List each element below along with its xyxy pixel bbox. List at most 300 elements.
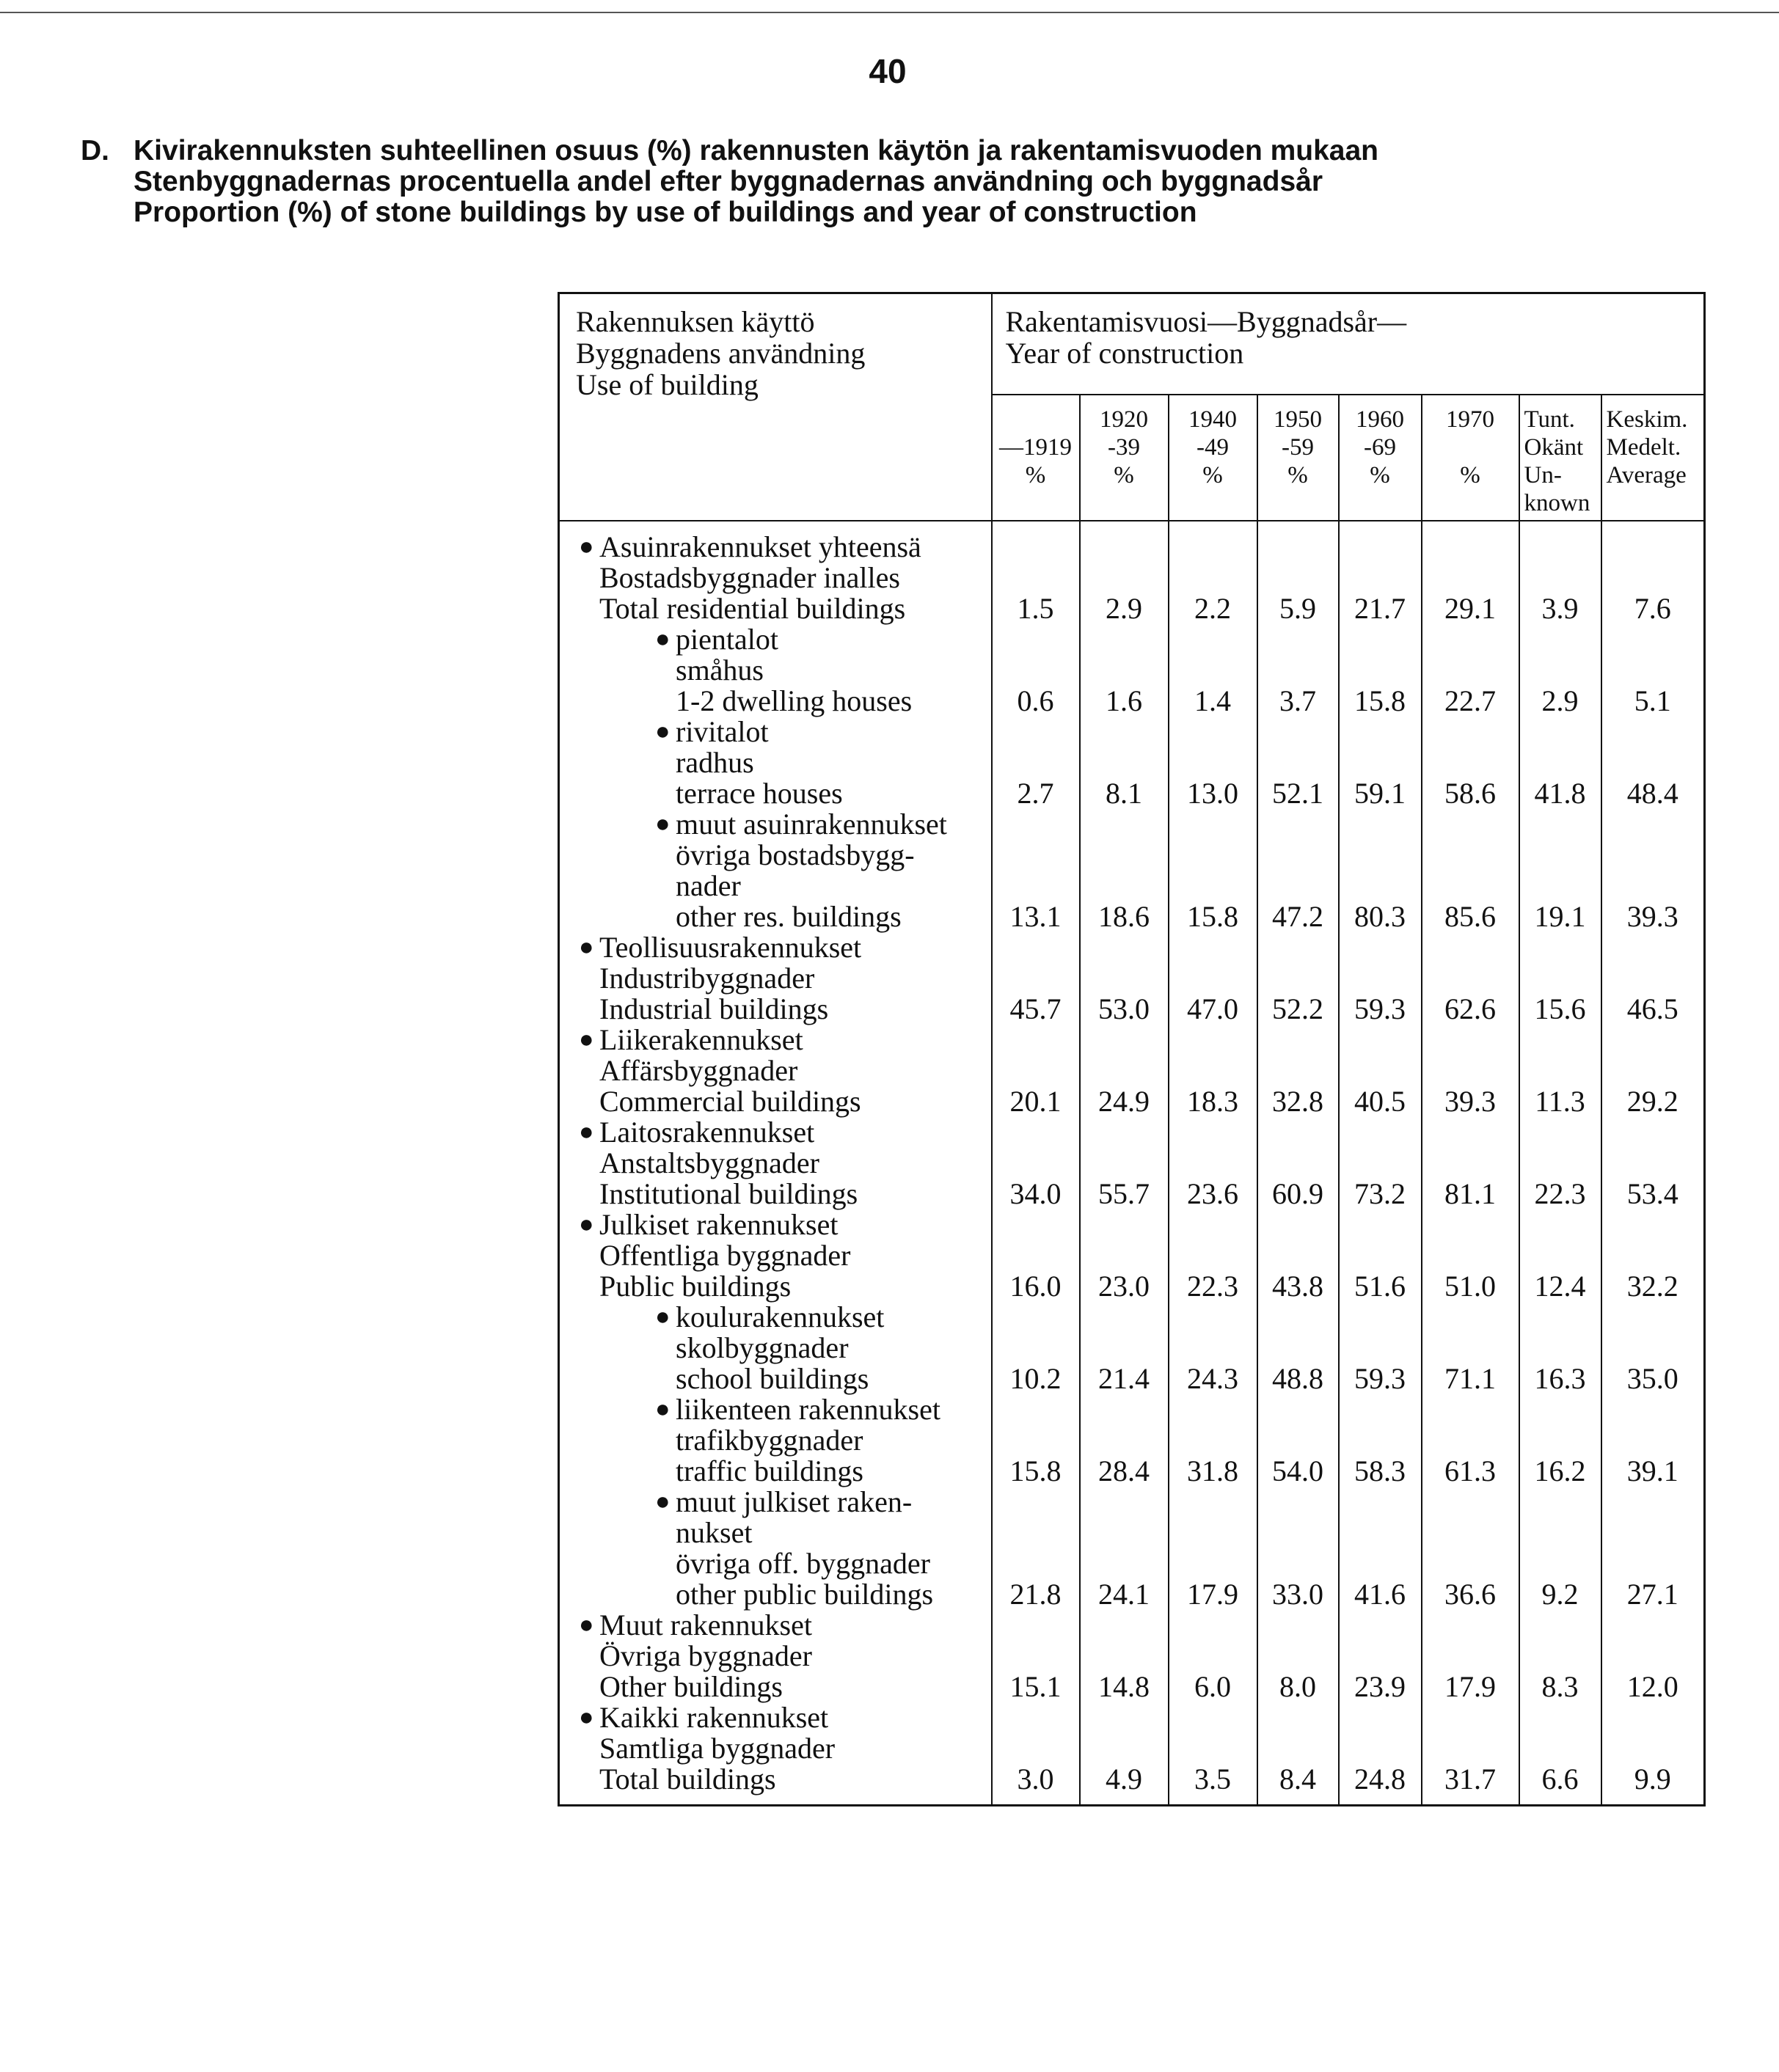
spacer — [1258, 1702, 1338, 1733]
spacer — [1422, 1148, 1519, 1179]
column-header-line: % — [1287, 462, 1308, 488]
spacer — [1422, 840, 1519, 871]
spacer — [1340, 963, 1421, 994]
column-header-line: known — [1524, 490, 1590, 516]
table-cell-value: 24.3 — [1187, 1362, 1238, 1395]
spacer — [1258, 1394, 1338, 1425]
column-header-line: % — [1025, 462, 1046, 488]
table-cell-value: 59.1 — [1354, 777, 1406, 810]
row-label-line: other res. buildings — [676, 900, 902, 933]
spacer — [1422, 717, 1519, 747]
table-cell-value: 22.3 — [1187, 1270, 1238, 1303]
row-label — [560, 1702, 991, 1795]
spacer — [1602, 1302, 1704, 1333]
spacer — [1422, 1518, 1519, 1548]
row-label-line: Total residential buildings — [599, 592, 906, 625]
table-cell-value: 8.1 — [1106, 777, 1142, 810]
spacer — [1422, 747, 1519, 778]
spacer — [1340, 1610, 1421, 1641]
spacer — [993, 871, 1079, 901]
spacer — [1520, 809, 1601, 840]
spacer — [1602, 1148, 1704, 1179]
table-cell-value: 52.1 — [1272, 777, 1323, 810]
spacer — [1169, 1333, 1257, 1363]
spacer — [1340, 1025, 1421, 1055]
spacer — [1422, 1117, 1519, 1148]
spacer — [1602, 1209, 1704, 1240]
table-cell-value: 15.8 — [1187, 900, 1238, 933]
row-label — [560, 932, 991, 1025]
column-header-line: % — [1114, 462, 1134, 488]
spacer — [1602, 655, 1704, 686]
spacer — [1340, 1117, 1421, 1148]
spacer — [1258, 1240, 1338, 1271]
title-english: Proportion (%) of stone buildings by use of buildings and year of construction — [134, 197, 1197, 228]
row-label-line: Commercial buildings — [599, 1085, 861, 1118]
spacer — [1081, 1209, 1168, 1240]
table-cell-value: 15.1 — [1009, 1670, 1062, 1703]
column-header-line: 1950 — [1274, 406, 1322, 433]
stub-header-line: Byggnadens användning — [576, 337, 866, 370]
spacer — [1422, 624, 1519, 655]
row-label-line: Institutional buildings — [599, 1177, 858, 1210]
row-label-line: Affärsbyggnader — [599, 1054, 798, 1087]
year-group-header-line: Rakentamisvuosi—Byggnadsår— — [1005, 305, 1407, 338]
spacer — [1340, 1394, 1421, 1425]
column-header-line: -49 — [1197, 434, 1229, 461]
table-cell-value: 28.4 — [1098, 1454, 1150, 1487]
spacer — [1081, 1394, 1168, 1425]
column-header — [992, 395, 1080, 521]
row-label-line: Samtliga byggnader — [599, 1732, 836, 1765]
spacer — [1602, 1702, 1704, 1733]
row-label-line: Offentliga byggnader — [599, 1239, 851, 1272]
spacer — [993, 1702, 1079, 1733]
table-cell-value: 32.8 — [1272, 1085, 1323, 1118]
table-cell-value: 58.3 — [1354, 1454, 1406, 1487]
spacer — [1520, 1641, 1601, 1672]
table-cell-value: 23.9 — [1354, 1670, 1406, 1703]
column-header — [1080, 395, 1169, 521]
spacer — [1258, 1209, 1338, 1240]
table-cell-value: 10.2 — [1009, 1362, 1062, 1395]
spacer — [1258, 1055, 1338, 1086]
spacer — [1081, 717, 1168, 747]
bullet-icon: ● — [655, 1488, 671, 1515]
spacer — [993, 1733, 1079, 1764]
stub-header-line: Rakennuksen käyttö — [576, 305, 815, 338]
stub-header — [559, 293, 992, 521]
table-cell-value: 71.1 — [1444, 1362, 1496, 1395]
table-cell-value: 60.9 — [1272, 1177, 1323, 1210]
spacer — [1602, 1025, 1704, 1055]
spacer — [1422, 1209, 1519, 1240]
spacer — [993, 1025, 1079, 1055]
bullet-icon: ● — [579, 1611, 594, 1639]
spacer — [1258, 871, 1338, 901]
table-cell-value: 45.7 — [1009, 992, 1062, 1025]
spacer — [1602, 1548, 1704, 1579]
spacer — [1081, 871, 1168, 901]
spacer — [1340, 1733, 1421, 1764]
spacer — [1169, 963, 1257, 994]
spacer — [1340, 1055, 1421, 1086]
table-cell-value: 40.5 — [1354, 1085, 1406, 1118]
row-label-line: Laitosrakennukset ● — [579, 1116, 815, 1149]
table-cell-value: 1.4 — [1194, 684, 1231, 717]
table-cell-value: 9.9 — [1634, 1762, 1671, 1795]
spacer — [1422, 563, 1519, 593]
table-cell-value: 21.4 — [1098, 1362, 1150, 1395]
column-header-line: Okänt — [1524, 434, 1584, 461]
spacer — [1602, 717, 1704, 747]
spacer — [993, 963, 1079, 994]
spacer — [1520, 932, 1601, 963]
spacer — [1081, 1425, 1168, 1456]
row-label — [560, 1209, 991, 1302]
table-cell-value: 51.0 — [1444, 1270, 1496, 1303]
row-label-line: radhus — [676, 746, 754, 779]
table-cell-value: 16.2 — [1534, 1454, 1586, 1487]
row-label-line: Industribyggnader — [599, 962, 815, 995]
table-cell-value: 35.0 — [1626, 1362, 1678, 1395]
table-cell-value: 16.0 — [1009, 1270, 1062, 1303]
table-cell-value: 62.6 — [1444, 992, 1496, 1025]
table-cell-value: 15.8 — [1009, 1454, 1062, 1487]
table-cell-value: 13.1 — [1009, 900, 1062, 933]
title-swedish: Stenbyggnadernas procentuella andel efter byggnadernas användning och byggnadsår — [134, 166, 1323, 197]
spacer — [1520, 624, 1601, 655]
spacer — [1169, 871, 1257, 901]
spacer — [1602, 624, 1704, 655]
bullet-icon: ● — [579, 1119, 594, 1146]
spacer — [1602, 1425, 1704, 1456]
table-cell-value: 59.3 — [1354, 1362, 1406, 1395]
spacer — [1081, 624, 1168, 655]
spacer — [1422, 1425, 1519, 1456]
table-cell-value: 39.1 — [1626, 1454, 1678, 1487]
spacer — [1520, 1055, 1601, 1086]
table-cell-value: 9.2 — [1541, 1578, 1579, 1611]
year-group-header — [992, 293, 1705, 395]
spacer — [1081, 932, 1168, 963]
spacer — [1340, 1333, 1421, 1363]
spacer — [1602, 1055, 1704, 1086]
spacer — [993, 717, 1079, 747]
row-label-line: övriga off. byggnader — [676, 1547, 930, 1580]
spacer — [1081, 1733, 1168, 1764]
table-cell-value: 13.0 — [1187, 777, 1238, 810]
spacer — [1422, 532, 1519, 563]
spacer — [1081, 840, 1168, 871]
spacer — [1169, 1610, 1257, 1641]
column-header-line: % — [1202, 462, 1223, 488]
table-cell-value: 43.8 — [1272, 1270, 1323, 1303]
table-cell-value: 7.6 — [1634, 592, 1671, 625]
table-letter: D. — [81, 135, 109, 166]
table-cell-value: 12.0 — [1626, 1670, 1678, 1703]
row-label-line: nader — [676, 869, 741, 902]
value-column — [1080, 521, 1169, 1806]
spacer — [1081, 1487, 1168, 1518]
column-header-line: 1960 — [1356, 406, 1404, 433]
spacer — [1169, 563, 1257, 593]
spacer — [1340, 1702, 1421, 1733]
table-cell-value: 46.5 — [1626, 992, 1678, 1025]
spacer — [1520, 1487, 1601, 1518]
spacer — [1520, 963, 1601, 994]
spacer — [1258, 655, 1338, 686]
spacer — [1340, 747, 1421, 778]
spacer — [1602, 1641, 1704, 1672]
spacer — [1602, 1240, 1704, 1271]
spacer — [993, 563, 1079, 593]
table-cell-value: 8.0 — [1279, 1670, 1316, 1703]
spacer — [993, 1333, 1079, 1363]
spacer — [1258, 1148, 1338, 1179]
table-cell-value: 2.7 — [1017, 777, 1054, 810]
spacer — [1422, 1610, 1519, 1641]
spacer — [1520, 871, 1601, 901]
row-label-line: Other buildings — [599, 1670, 783, 1703]
value-column — [1169, 521, 1257, 1806]
spacer — [1169, 717, 1257, 747]
spacer — [1169, 840, 1257, 871]
table-cell-value: 6.0 — [1194, 1670, 1231, 1703]
spacer — [993, 1425, 1079, 1456]
spacer — [1422, 1055, 1519, 1086]
spacer — [1422, 932, 1519, 963]
table-cell-value: 12.4 — [1534, 1270, 1586, 1303]
spacer — [1422, 1487, 1519, 1518]
table-cell-value: 5.1 — [1634, 684, 1671, 717]
spacer — [1520, 840, 1601, 871]
spacer — [993, 1518, 1079, 1548]
column-header — [1169, 395, 1257, 521]
spacer — [1520, 563, 1601, 593]
table-cell-value: 24.1 — [1098, 1578, 1150, 1611]
spacer — [1340, 717, 1421, 747]
table-cell-value: 6.6 — [1541, 1762, 1579, 1795]
table-cell-value: 29.1 — [1444, 592, 1496, 625]
table-cell-value: 24.8 — [1354, 1762, 1406, 1795]
table-cell-value: 27.1 — [1626, 1578, 1678, 1611]
row-labels-column — [559, 521, 992, 1806]
spacer — [993, 1394, 1079, 1425]
spacer — [1520, 1209, 1601, 1240]
spacer — [1602, 1487, 1704, 1518]
spacer — [1169, 1425, 1257, 1456]
table-cell-value: 61.3 — [1444, 1454, 1496, 1487]
spacer — [1520, 1240, 1601, 1271]
spacer — [1602, 1117, 1704, 1148]
title-finnish-text: Kivirakennuksten suhteellinen osuus (%) rakennusten käytön ja rakentamisvuoden mukaan — [134, 135, 1378, 166]
column-header-line: -69 — [1364, 434, 1396, 461]
table-titles — [81, 136, 1378, 228]
bullet-icon: ● — [579, 1211, 594, 1238]
table-cell-value: 22.7 — [1444, 684, 1496, 717]
table-cell-value: 18.6 — [1098, 900, 1150, 933]
row-label — [560, 809, 991, 932]
spacer — [993, 1055, 1079, 1086]
spacer — [1602, 1518, 1704, 1548]
spacer — [1169, 1148, 1257, 1179]
table-cell-value: 80.3 — [1354, 900, 1406, 933]
spacer — [993, 747, 1079, 778]
spacer — [1258, 1425, 1338, 1456]
column-header-line: 1920 — [1100, 406, 1148, 433]
row-label — [560, 1394, 991, 1487]
table-cell-value: 53.0 — [1098, 992, 1150, 1025]
spacer — [1169, 1302, 1257, 1333]
spacer — [1169, 1055, 1257, 1086]
value-column — [1519, 521, 1601, 1806]
spacer — [1258, 840, 1338, 871]
table-cell-value: 85.6 — [1444, 900, 1496, 933]
row-label-line: Asuinrakennukset yhteensä ● — [579, 530, 921, 563]
row-label — [560, 532, 991, 624]
row-label-line: småhus — [676, 654, 764, 687]
spacer — [1258, 809, 1338, 840]
spacer — [1520, 1333, 1601, 1363]
spacer — [993, 1148, 1079, 1179]
spacer — [1422, 871, 1519, 901]
column-header-line — [993, 406, 1079, 433]
stone-buildings-table — [558, 292, 1706, 1806]
row-label-line: liikenteen rakennukset ● — [655, 1393, 940, 1426]
spacer — [1258, 747, 1338, 778]
table-cell-value: 2.9 — [1106, 592, 1142, 625]
spacer — [1340, 840, 1421, 871]
table-cell-value: 17.9 — [1187, 1578, 1238, 1611]
table-cell-value: 29.2 — [1626, 1085, 1678, 1118]
table-cell-value: 2.9 — [1541, 684, 1579, 717]
table-cell-value: 3.0 — [1017, 1762, 1054, 1795]
spacer — [1602, 1733, 1704, 1764]
spacer — [1169, 932, 1257, 963]
spacer — [1081, 532, 1168, 563]
bullet-icon: ● — [579, 1026, 594, 1053]
spacer — [1340, 1148, 1421, 1179]
column-header-line: Un- — [1524, 462, 1562, 488]
table-cell-value: 17.9 — [1444, 1670, 1496, 1703]
column-header-line: % — [1370, 462, 1390, 488]
spacer — [1422, 1333, 1519, 1363]
table-cell-value: 34.0 — [1009, 1177, 1062, 1210]
bullet-icon: ● — [579, 533, 594, 560]
spacer — [1422, 1733, 1519, 1764]
statistics-table-wrapper — [558, 292, 1703, 1806]
spacer — [1258, 932, 1338, 963]
spacer — [1520, 1548, 1601, 1579]
spacer — [1340, 655, 1421, 686]
spacer — [1081, 1302, 1168, 1333]
column-header-line: Average — [1606, 462, 1687, 488]
spacer — [1602, 840, 1704, 871]
spacer — [1258, 1302, 1338, 1333]
row-label-line: Julkiset rakennukset ● — [579, 1208, 839, 1241]
spacer — [1169, 1209, 1257, 1240]
table-cell-value: 41.6 — [1354, 1578, 1406, 1611]
spacer — [993, 532, 1079, 563]
row-label-line: traffic buildings — [676, 1454, 863, 1487]
row-label-line: terrace houses — [676, 777, 843, 810]
bullet-icon: ● — [655, 626, 671, 653]
value-column — [992, 521, 1080, 1806]
table-cell-value: 58.6 — [1444, 777, 1496, 810]
spacer — [1169, 1518, 1257, 1548]
table-cell-value: 55.7 — [1098, 1177, 1150, 1210]
row-label-line: Bostadsbyggnader inalles — [599, 561, 900, 594]
spacer — [1422, 1025, 1519, 1055]
table-cell-value: 23.6 — [1187, 1177, 1238, 1210]
spacer — [1422, 963, 1519, 994]
spacer — [1169, 809, 1257, 840]
spacer — [1602, 532, 1704, 563]
spacer — [1169, 1702, 1257, 1733]
spacer — [1258, 1487, 1338, 1518]
column-header-line: Keskim. — [1606, 406, 1688, 433]
spacer — [1081, 809, 1168, 840]
spacer — [1520, 1025, 1601, 1055]
table-cell-value: 21.8 — [1009, 1578, 1062, 1611]
spacer — [1258, 1610, 1338, 1641]
spacer — [1340, 1209, 1421, 1240]
page-number: 40 — [869, 52, 907, 90]
spacer — [1081, 1148, 1168, 1179]
spacer — [1081, 963, 1168, 994]
table-cell-value: 53.4 — [1626, 1177, 1678, 1210]
row-label-line: trafikbyggnader — [676, 1424, 863, 1457]
row-label-line: other public buildings — [676, 1578, 934, 1611]
row-label — [560, 1302, 991, 1394]
spacer — [1422, 1641, 1519, 1672]
spacer — [1422, 1394, 1519, 1425]
spacer — [1340, 1548, 1421, 1579]
spacer — [1169, 1394, 1257, 1425]
spacer — [1340, 1425, 1421, 1456]
spacer — [1340, 624, 1421, 655]
table-cell-value: 11.3 — [1535, 1085, 1585, 1118]
column-header — [1422, 395, 1519, 521]
table-cell-value: 4.9 — [1106, 1762, 1142, 1795]
table-cell-value: 15.8 — [1354, 684, 1406, 717]
spacer — [1258, 563, 1338, 593]
table-cell-value: 51.6 — [1354, 1270, 1406, 1303]
column-header-line: Tunt. — [1524, 406, 1575, 433]
spacer — [993, 840, 1079, 871]
column-header-line: -59 — [1282, 434, 1314, 461]
spacer — [1081, 563, 1168, 593]
row-label-line: Total buildings — [599, 1762, 776, 1795]
spacer — [1169, 532, 1257, 563]
spacer — [1602, 747, 1704, 778]
spacer — [1422, 1240, 1519, 1271]
spacer — [993, 1487, 1079, 1518]
table-cell-value: 18.3 — [1187, 1085, 1238, 1118]
column-header-line: -39 — [1108, 434, 1140, 461]
column-header-line: % — [1460, 462, 1480, 488]
spacer — [1081, 1702, 1168, 1733]
bullet-icon: ● — [655, 1396, 671, 1423]
row-label-line: Public buildings — [599, 1270, 792, 1303]
row-label — [560, 1610, 991, 1702]
row-label-line: Kaikki rakennukset ● — [579, 1701, 829, 1734]
table-cell-value: 3.5 — [1194, 1762, 1231, 1795]
value-column — [1422, 521, 1519, 1806]
table-cell-value: 48.8 — [1272, 1362, 1323, 1395]
spacer — [1258, 717, 1338, 747]
